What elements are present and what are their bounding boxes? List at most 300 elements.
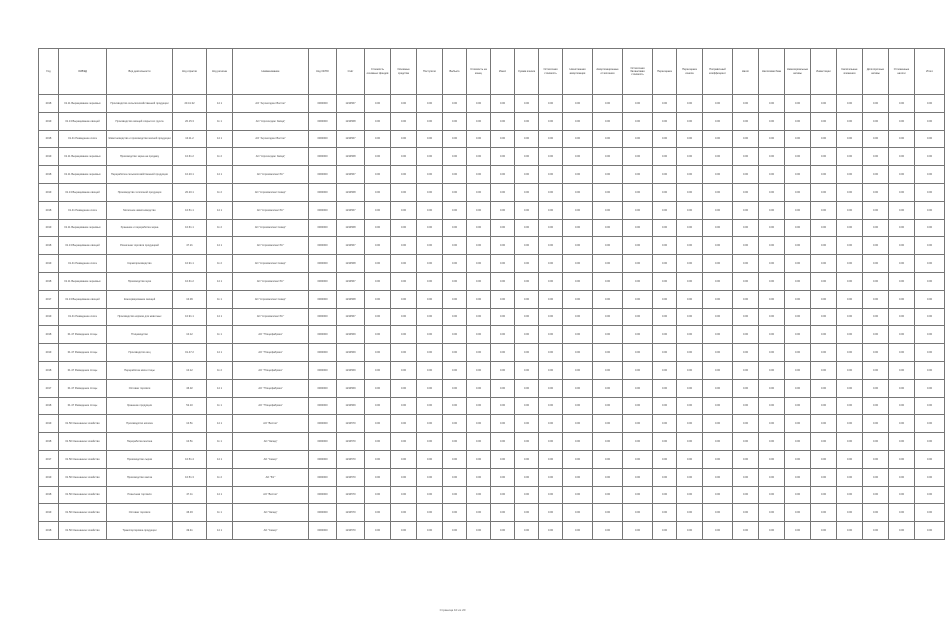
- table-cell: 0.00: [759, 95, 785, 113]
- table-cell: 0.00: [593, 522, 623, 540]
- table-cell: 0.00: [759, 486, 785, 504]
- table-cell: 0.00: [563, 326, 593, 344]
- table-cell: 0.00: [539, 183, 563, 201]
- table-cell: 0.00: [863, 361, 889, 379]
- table-cell: 01.13 Выращивание овощей: [59, 237, 107, 255]
- table-cell: АО "Агрокомплекс Юг": [233, 272, 309, 290]
- table-cell: 0.00: [915, 237, 945, 255]
- table-cell: 0.00: [889, 397, 915, 415]
- table-cell: 0.00: [837, 95, 863, 113]
- table-cell: 0.00: [539, 504, 563, 522]
- table-cell: 0.00: [677, 504, 703, 522]
- table-cell: Переработка мяса птицы: [107, 361, 173, 379]
- table-cell: 0.00: [623, 219, 653, 237]
- table-cell: 11 2: [207, 468, 233, 486]
- table-cell: 0.00: [863, 326, 889, 344]
- table-cell: 0.00: [889, 361, 915, 379]
- table-cell: 10.51: [173, 433, 207, 451]
- table-cell: 1234570: [337, 486, 365, 504]
- table-cell: 0000000: [309, 272, 337, 290]
- table-header-row: [39, 49, 945, 95]
- table-cell: 0.00: [491, 112, 515, 130]
- table-cell: 0.00: [467, 344, 491, 362]
- table-row: [39, 219, 945, 237]
- table-cell: 0.00: [443, 344, 467, 362]
- table-cell: 0.00: [759, 183, 785, 201]
- table-cell: 0.00: [733, 308, 759, 326]
- table-cell: 01.47 Разведение птицы: [59, 379, 107, 397]
- table-cell: 0.00: [467, 95, 491, 113]
- table-cell: 0.00: [563, 166, 593, 184]
- table-cell: 0.00: [539, 486, 563, 504]
- table-cell: АО "Агрохолдинг Запад": [233, 148, 309, 166]
- table-cell: 1234568: [337, 183, 365, 201]
- table-cell: 0.00: [443, 433, 467, 451]
- table-cell: 0.00: [811, 415, 837, 433]
- table-cell: 0.00: [467, 379, 491, 397]
- table-cell: 0.00: [391, 397, 417, 415]
- table-cell: 0.00: [759, 415, 785, 433]
- table-cell: 0.00: [467, 361, 491, 379]
- table-cell: 10.61.2: [173, 272, 207, 290]
- table-cell: 0.00: [677, 95, 703, 113]
- table-cell: 0.00: [733, 326, 759, 344]
- table-cell: 2019: [39, 219, 59, 237]
- table-cell: 0.00: [515, 326, 539, 344]
- table-cell: 0.00: [889, 130, 915, 148]
- table-cell: 0.00: [759, 255, 785, 273]
- table-cell: 11 1: [207, 326, 233, 344]
- table-row: [39, 326, 945, 344]
- table-cell: Производство овощей открытого грунта: [107, 112, 173, 130]
- table-cell: 01.50 Смешанное хозяйство: [59, 450, 107, 468]
- table-cell: 0000000: [309, 95, 337, 113]
- table-cell: 0.00: [417, 450, 443, 468]
- table-cell: 0.00: [443, 112, 467, 130]
- table-cell: 0.00: [443, 219, 467, 237]
- table-cell: 0.00: [417, 112, 443, 130]
- table-cell: 0.00: [733, 379, 759, 397]
- table-cell: 0.00: [677, 112, 703, 130]
- table-cell: 0.00: [391, 130, 417, 148]
- table-cell: 0.00: [443, 308, 467, 326]
- table-cell: 0.00: [785, 522, 811, 540]
- table-cell: 0.00: [889, 183, 915, 201]
- table-cell: 0.00: [515, 344, 539, 362]
- table-cell: 0.00: [733, 486, 759, 504]
- table-cell: АО "Запад": [233, 433, 309, 451]
- table-cell: 0000000: [309, 326, 337, 344]
- table-cell: 0.00: [563, 201, 593, 219]
- table-cell: 0.00: [539, 272, 563, 290]
- table-cell: 0.00: [837, 326, 863, 344]
- table-cell: 0.00: [703, 255, 733, 273]
- table-row: [39, 237, 945, 255]
- table-cell: 0.00: [593, 95, 623, 113]
- table-cell: 0.00: [915, 272, 945, 290]
- table-cell: 0.00: [443, 468, 467, 486]
- table-cell: 01.13 Выращивание овощей: [59, 290, 107, 308]
- table-cell: Молочное животноводство: [107, 201, 173, 219]
- table-cell: 0.00: [417, 379, 443, 397]
- table-cell: 11 2: [207, 148, 233, 166]
- table-cell: 0.00: [759, 504, 785, 522]
- table-cell: 0000000: [309, 255, 337, 273]
- table-cell: 0.00: [837, 522, 863, 540]
- table-cell: 0.00: [539, 308, 563, 326]
- table-cell: 0.00: [653, 344, 677, 362]
- table-cell: 11 2: [207, 255, 233, 273]
- column-header: Переоценка износа: [677, 49, 703, 95]
- table-cell: 0.00: [623, 183, 653, 201]
- table-cell: 52.10: [173, 397, 207, 415]
- table-cell: 0.00: [391, 450, 417, 468]
- table-cell: 0.00: [677, 130, 703, 148]
- table-cell: 1234567: [337, 201, 365, 219]
- table-cell: 0.00: [593, 486, 623, 504]
- table-cell: 0.00: [785, 504, 811, 522]
- table-cell: 0.00: [785, 415, 811, 433]
- table-cell: 2019: [39, 183, 59, 201]
- table-cell: Оптовая торговля: [107, 504, 173, 522]
- table-row: [39, 95, 945, 113]
- table-cell: 0.00: [391, 326, 417, 344]
- table-cell: 0.00: [539, 166, 563, 184]
- table-cell: 0.00: [515, 166, 539, 184]
- table-cell: 0.00: [837, 397, 863, 415]
- column-header: Код ОКПО: [309, 49, 337, 95]
- table-cell: 14 1: [207, 166, 233, 184]
- table-cell: 11 2: [207, 183, 233, 201]
- table-cell: 0.00: [467, 468, 491, 486]
- table-cell: 0.00: [733, 201, 759, 219]
- table-cell: 0.00: [563, 290, 593, 308]
- table-cell: 0.00: [863, 290, 889, 308]
- table-cell: АО "Агрохолдинг Восток": [233, 130, 309, 148]
- table-cell: 0.00: [863, 468, 889, 486]
- table-cell: 0.00: [539, 95, 563, 113]
- table-cell: 0.00: [417, 308, 443, 326]
- table-cell: 0.00: [837, 130, 863, 148]
- table-cell: 0000000: [309, 379, 337, 397]
- table-cell: 10.51.3: [173, 468, 207, 486]
- table-cell: 0000000: [309, 486, 337, 504]
- table-cell: 0.00: [811, 450, 837, 468]
- table-cell: 0.00: [785, 201, 811, 219]
- table-cell: 01.50 Смешанное хозяйство: [59, 433, 107, 451]
- table-cell: Производство тепличной продукции: [107, 183, 173, 201]
- table-cell: 0.00: [915, 379, 945, 397]
- table-cell: Птицеводство: [107, 326, 173, 344]
- table-cell: 0000000: [309, 112, 337, 130]
- page-footer: Страница 10 из 20: [439, 608, 466, 612]
- table-row: [39, 255, 945, 273]
- table-row: [39, 308, 945, 326]
- table-cell: 0.00: [365, 166, 391, 184]
- table-cell: 2018: [39, 433, 59, 451]
- table-cell: 11 2: [207, 219, 233, 237]
- table-cell: 0.00: [443, 290, 467, 308]
- table-cell: 0.00: [863, 130, 889, 148]
- table-cell: 0.00: [365, 290, 391, 308]
- table-cell: 0.00: [515, 361, 539, 379]
- table-cell: 0.00: [443, 272, 467, 290]
- table-cell: 0.00: [733, 433, 759, 451]
- table-cell: 0.00: [915, 166, 945, 184]
- table-cell: 0.00: [593, 166, 623, 184]
- table-cell: 0.00: [417, 522, 443, 540]
- table-cell: 14 1: [207, 379, 233, 397]
- table-cell: 0.00: [759, 326, 785, 344]
- table-cell: 0.00: [837, 468, 863, 486]
- table-cell: 01.41 Разведение скота: [59, 130, 107, 148]
- table-cell: 0.00: [515, 148, 539, 166]
- table-cell: 2019: [39, 344, 59, 362]
- table-cell: 0.00: [443, 166, 467, 184]
- table-cell: 0.00: [703, 415, 733, 433]
- table-cell: 0000000: [309, 201, 337, 219]
- table-cell: 0.00: [365, 308, 391, 326]
- table-cell: 0.00: [811, 166, 837, 184]
- table-cell: 1234567: [337, 166, 365, 184]
- table-cell: 0.00: [417, 272, 443, 290]
- table-row: [39, 397, 945, 415]
- table-cell: 10.51.4: [173, 450, 207, 468]
- table-cell: 01.50 Смешанное хозяйство: [59, 504, 107, 522]
- table-cell: 0.00: [653, 450, 677, 468]
- table-cell: АО "Юг": [233, 468, 309, 486]
- column-header: Выбыло: [443, 49, 467, 95]
- table-cell: 0.00: [593, 255, 623, 273]
- table-cell: 01.41 Разведение скота: [59, 201, 107, 219]
- table-cell: 0.00: [467, 219, 491, 237]
- table-cell: 0.00: [491, 166, 515, 184]
- table-cell: 0.00: [391, 201, 417, 219]
- table-cell: 0.00: [417, 361, 443, 379]
- table-cell: 0.00: [677, 237, 703, 255]
- table-cell: 0.00: [593, 468, 623, 486]
- table-cell: 0.00: [915, 397, 945, 415]
- table-cell: 0.00: [677, 344, 703, 362]
- table-cell: 0.00: [653, 201, 677, 219]
- table-cell: 0.00: [889, 112, 915, 130]
- table-cell: АО "Запад": [233, 504, 309, 522]
- table-cell: 0.00: [733, 166, 759, 184]
- table-cell: 0.00: [703, 504, 733, 522]
- table-cell: 0.00: [623, 112, 653, 130]
- table-cell: 0000000: [309, 433, 337, 451]
- table-cell: 0.00: [467, 415, 491, 433]
- table-cell: 0.00: [759, 112, 785, 130]
- table-cell: Производство зерна на продажу: [107, 148, 173, 166]
- table-cell: Животноводство и производство мясной продукции: [107, 130, 173, 148]
- table-cell: 0.00: [915, 219, 945, 237]
- table-cell: 0.00: [467, 326, 491, 344]
- table-cell: 10.12: [173, 361, 207, 379]
- column-header: Код региона: [207, 49, 233, 95]
- table-cell: 0.00: [677, 397, 703, 415]
- table-cell: АО "Агрокомплекс Юг": [233, 166, 309, 184]
- table-cell: 0.00: [623, 237, 653, 255]
- table-cell: 0.00: [653, 95, 677, 113]
- table-cell: 0.00: [703, 148, 733, 166]
- table-cell: 2019: [39, 112, 59, 130]
- table-cell: 0.00: [623, 486, 653, 504]
- table-row: [39, 486, 945, 504]
- table-cell: 0.00: [653, 433, 677, 451]
- table-cell: 0.00: [417, 326, 443, 344]
- table-cell: Производство кормов для животных: [107, 308, 173, 326]
- table-cell: 0.00: [677, 450, 703, 468]
- table-cell: Производство сыров: [107, 450, 173, 468]
- table-cell: 0.00: [733, 450, 759, 468]
- table-cell: 0.00: [491, 486, 515, 504]
- table-cell: 0.00: [515, 468, 539, 486]
- table-cell: 0.00: [443, 397, 467, 415]
- table-cell: 0.00: [491, 433, 515, 451]
- table-cell: 46.33: [173, 504, 207, 522]
- table-cell: 0.00: [811, 361, 837, 379]
- table-cell: 0.00: [563, 344, 593, 362]
- table-cell: 0.00: [539, 148, 563, 166]
- table-cell: 0.00: [365, 148, 391, 166]
- table-cell: 2019: [39, 148, 59, 166]
- table-cell: 2018: [39, 361, 59, 379]
- table-cell: 0.00: [785, 361, 811, 379]
- table-cell: 20.41.32: [173, 95, 207, 113]
- table-cell: 0.00: [915, 522, 945, 540]
- table-cell: 0.00: [653, 486, 677, 504]
- column-header: Поправочный коэффициент: [703, 49, 733, 95]
- table-row: [39, 450, 945, 468]
- table-cell: 0000000: [309, 344, 337, 362]
- table-cell: 0.00: [491, 255, 515, 273]
- table-cell: 0.00: [863, 183, 889, 201]
- table-cell: 0.00: [785, 468, 811, 486]
- table-cell: 0.00: [563, 148, 593, 166]
- table-row: [39, 379, 945, 397]
- table-cell: 0.00: [623, 148, 653, 166]
- table-cell: 0.00: [443, 415, 467, 433]
- table-cell: 0.00: [703, 344, 733, 362]
- table-cell: 01.47 Разведение птицы: [59, 361, 107, 379]
- table-cell: 0.00: [539, 290, 563, 308]
- table-cell: Производство сельскохозяйственной продукции: [107, 95, 173, 113]
- table-row: [39, 522, 945, 540]
- table-cell: 01.41 Разведение скота: [59, 255, 107, 273]
- table-cell: 1234570: [337, 504, 365, 522]
- table-cell: 10.11.2: [173, 130, 207, 148]
- table-cell: 0.00: [365, 433, 391, 451]
- table-cell: 0.00: [863, 415, 889, 433]
- table-cell: 0.00: [491, 522, 515, 540]
- table-cell: 0.00: [417, 415, 443, 433]
- table-cell: 0.00: [733, 272, 759, 290]
- table-cell: 0.00: [837, 219, 863, 237]
- table-cell: 0.00: [785, 95, 811, 113]
- table-cell: 0.00: [391, 308, 417, 326]
- table-cell: 0.00: [391, 522, 417, 540]
- column-header: Налог: [733, 49, 759, 95]
- table-cell: 0.00: [653, 308, 677, 326]
- table-cell: 0.00: [515, 379, 539, 397]
- table-cell: 0.00: [703, 290, 733, 308]
- table-cell: 0.00: [889, 326, 915, 344]
- table-cell: 0.00: [365, 379, 391, 397]
- table-cell: 14 1: [207, 308, 233, 326]
- table-cell: 0.00: [703, 308, 733, 326]
- table-cell: 01.47 Разведение птицы: [59, 397, 107, 415]
- table-cell: 0.00: [443, 201, 467, 219]
- table-cell: 0.00: [703, 130, 733, 148]
- table-cell: 0.00: [759, 468, 785, 486]
- table-cell: 0.00: [593, 183, 623, 201]
- table-cell: 0.00: [467, 183, 491, 201]
- table-cell: 0.00: [759, 397, 785, 415]
- table-cell: 0.00: [653, 522, 677, 540]
- table-cell: 0.00: [915, 326, 945, 344]
- table-cell: 0.00: [563, 361, 593, 379]
- table-cell: 0.00: [365, 255, 391, 273]
- table-cell: 0.00: [491, 308, 515, 326]
- table-cell: 0.00: [539, 361, 563, 379]
- table-cell: 0.00: [365, 397, 391, 415]
- table-cell: 0.00: [593, 201, 623, 219]
- table-cell: 0.00: [733, 183, 759, 201]
- table-cell: 0.00: [593, 397, 623, 415]
- table-cell: 0.00: [759, 308, 785, 326]
- table-cell: 0.00: [811, 183, 837, 201]
- table-cell: 0.00: [491, 379, 515, 397]
- table-cell: 0.00: [365, 504, 391, 522]
- table-cell: 0.00: [539, 522, 563, 540]
- table-cell: 01.11 Выращивание зерновых: [59, 95, 107, 113]
- table-cell: 0.00: [703, 95, 733, 113]
- table-cell: 0.00: [837, 183, 863, 201]
- table-cell: 0.00: [863, 237, 889, 255]
- table-cell: 0.00: [623, 504, 653, 522]
- table-cell: Хранение продукции: [107, 397, 173, 415]
- table-cell: 0.00: [539, 415, 563, 433]
- table-cell: 0.00: [515, 130, 539, 148]
- table-cell: 0.00: [653, 255, 677, 273]
- table-cell: 0.00: [811, 290, 837, 308]
- table-cell: 0.00: [539, 219, 563, 237]
- table-cell: 0.00: [593, 219, 623, 237]
- table-cell: 0.00: [365, 201, 391, 219]
- table-cell: 2019: [39, 415, 59, 433]
- table-cell: 0.00: [593, 272, 623, 290]
- table-cell: 0.00: [863, 272, 889, 290]
- table-cell: 0.00: [467, 237, 491, 255]
- table-cell: 0.00: [677, 272, 703, 290]
- table-cell: 0000000: [309, 148, 337, 166]
- table-cell: 0.00: [785, 290, 811, 308]
- table-cell: 10.39: [173, 290, 207, 308]
- table-cell: 0.00: [703, 450, 733, 468]
- table-cell: 0.00: [811, 308, 837, 326]
- table-cell: 0.00: [417, 166, 443, 184]
- table-cell: 0.00: [593, 308, 623, 326]
- table-cell: 0.00: [623, 344, 653, 362]
- table-cell: 0000000: [309, 397, 337, 415]
- table-cell: Консервирование овощей: [107, 290, 173, 308]
- table-cell: 0.00: [785, 219, 811, 237]
- table-cell: 0.00: [759, 450, 785, 468]
- column-header: Капитальные вложения: [837, 49, 863, 95]
- table-cell: 0.00: [811, 130, 837, 148]
- column-header: Амортизационные отчисления: [593, 49, 623, 95]
